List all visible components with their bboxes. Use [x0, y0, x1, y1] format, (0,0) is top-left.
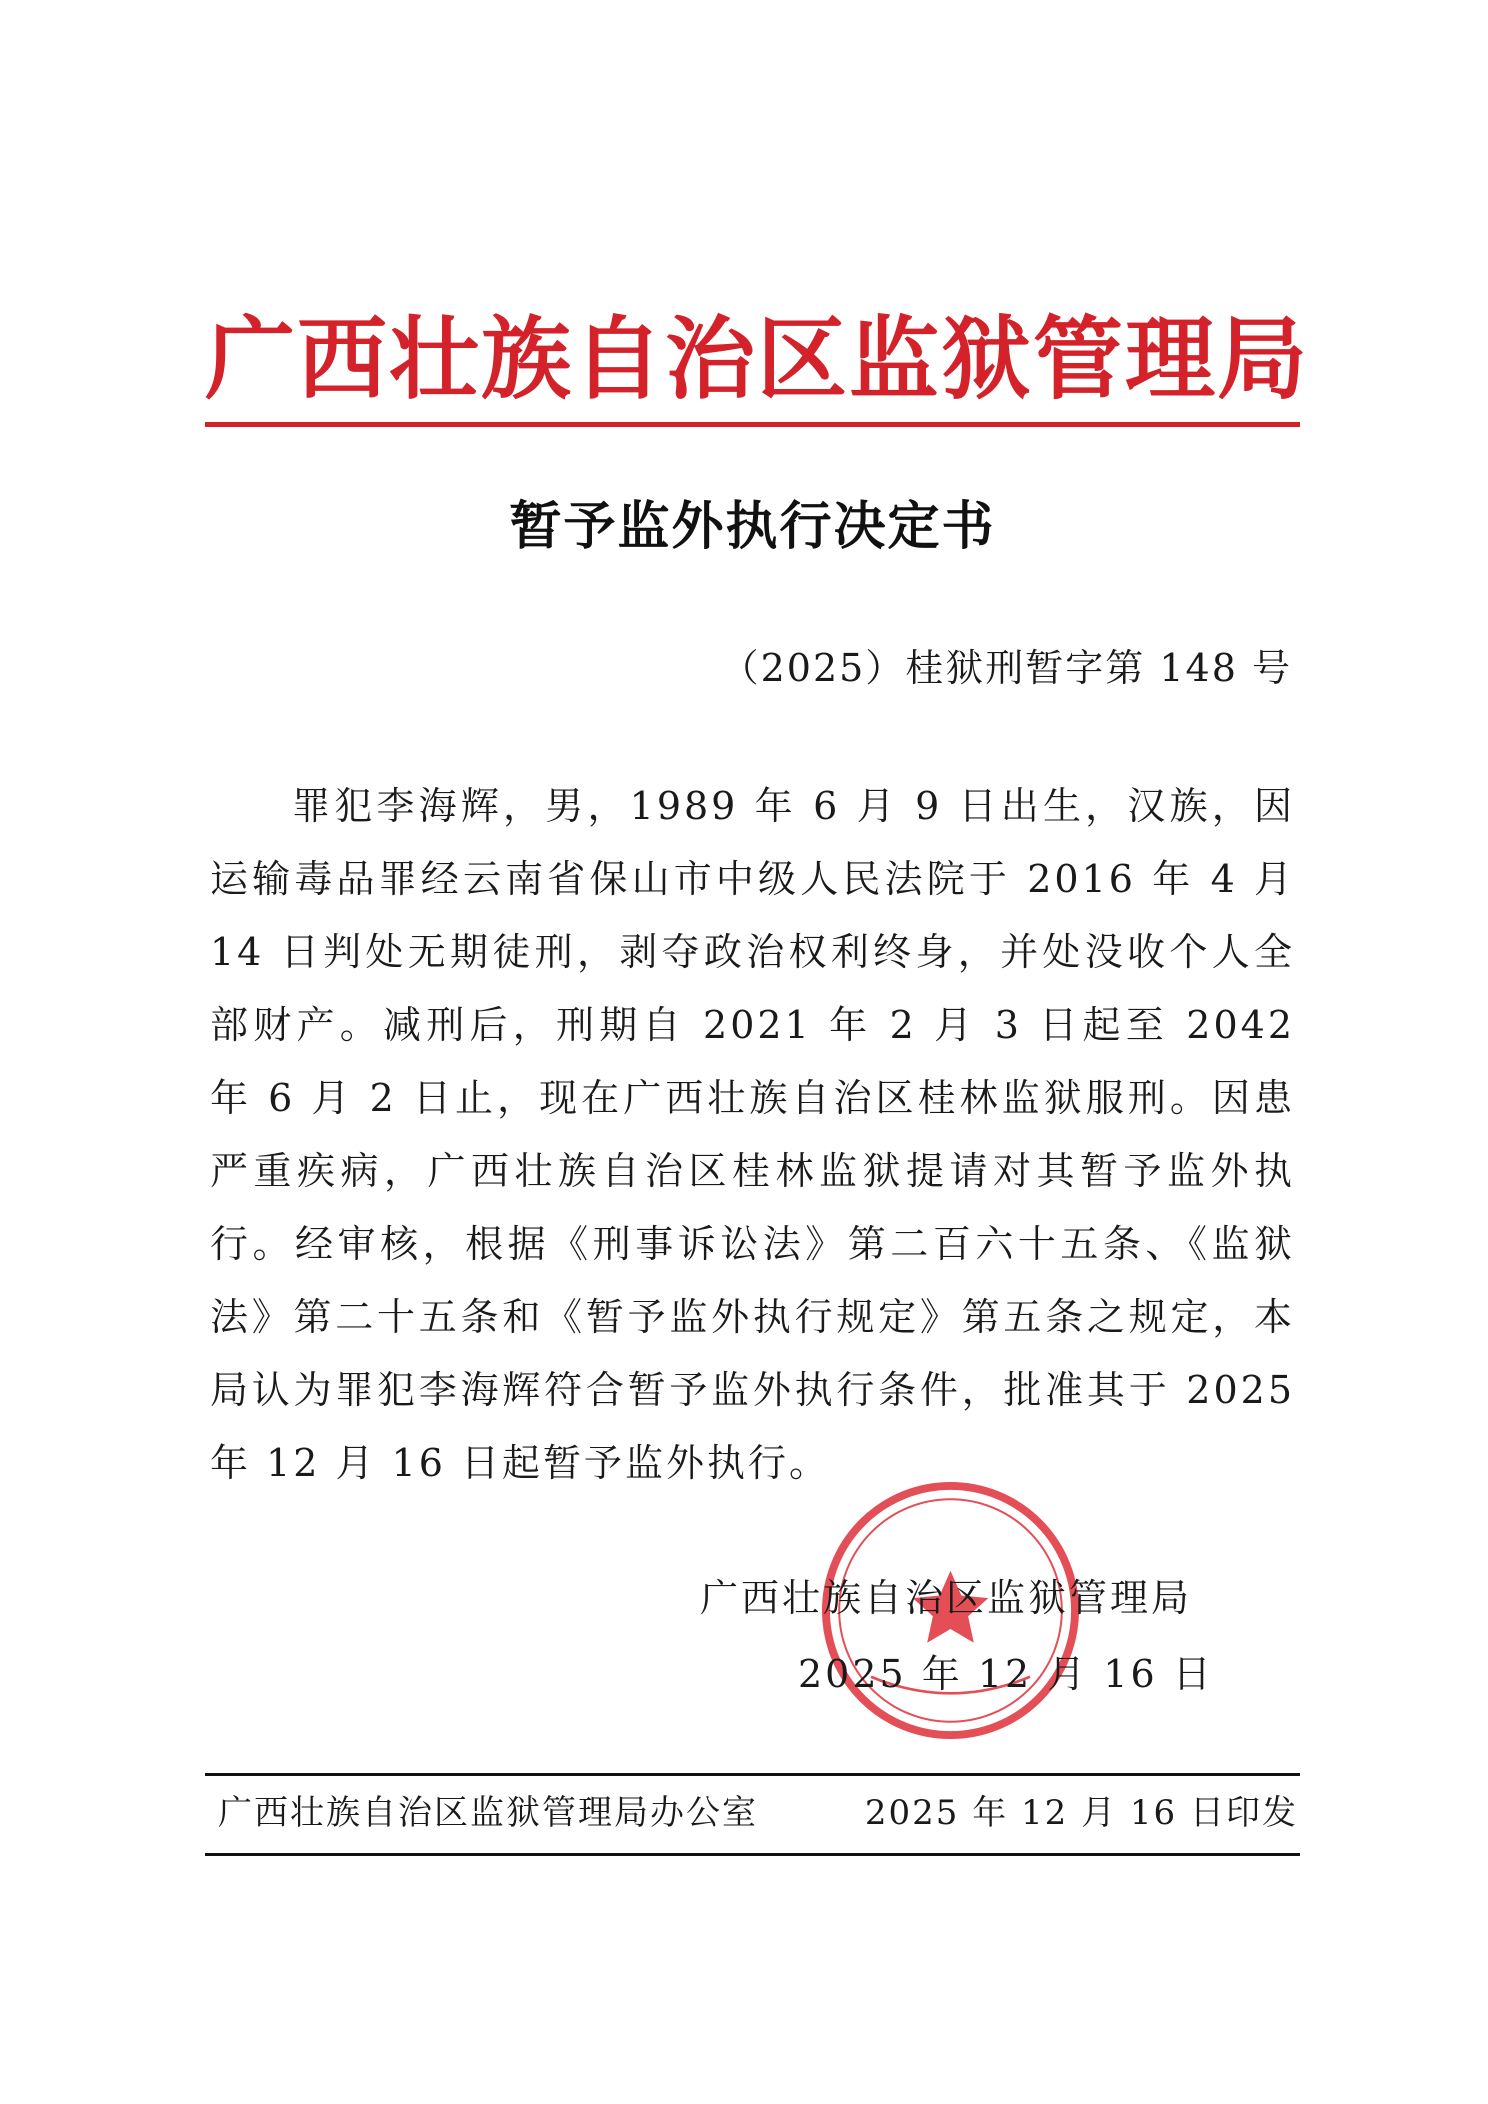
- header-org-title: 广西壮族自治区监狱管理局: [205, 307, 1309, 412]
- footer-issuer: 广西壮族自治区监狱管理局办公室: [218, 1793, 758, 1833]
- document-number: （2025）桂狱刑暂字第 148 号: [720, 646, 1292, 690]
- footer-bottom-rule: [205, 1853, 1300, 1856]
- footer-top-rule: [205, 1773, 1300, 1776]
- signature-organization: 广西壮族自治区监狱管理局: [700, 1576, 1193, 1620]
- document-body: 罪犯李海辉，男，1989 年 6 月 9 日出生，汉族，因运输毒品罪经云南省保山市中级人民法院于 2016 年 4 月 14 日判处无期徒刑，剥夺政治权利终身，并处没收个人全部财产。减刑后，刑期自 2021 年 2 月 3 日起至 2042 年 6 月 2 日止，现在广西壮族自治区桂林监狱服刑。因患严重疾病，广西壮族自治区桂林监狱提请对其暂予监外执行。经审核，根据《刑事诉讼法》第二百六十五条、《监狱法》第二十五条和《暂予监外执行规定》第五条之规定，本局认为罪犯李海辉符合暂予监外执行条件，批准其于 2025 年 12 月 16 日起暂予监外执行。: [210, 784, 1295, 1485]
- footer-issue-date: 2025 年 12 月 16 日印发: [864, 1793, 1298, 1833]
- header-red-rule: [205, 422, 1300, 427]
- document-title: 暂予监外执行决定书: [509, 497, 996, 557]
- signature-date: 2025 年 12 月 16 日: [798, 1652, 1214, 1696]
